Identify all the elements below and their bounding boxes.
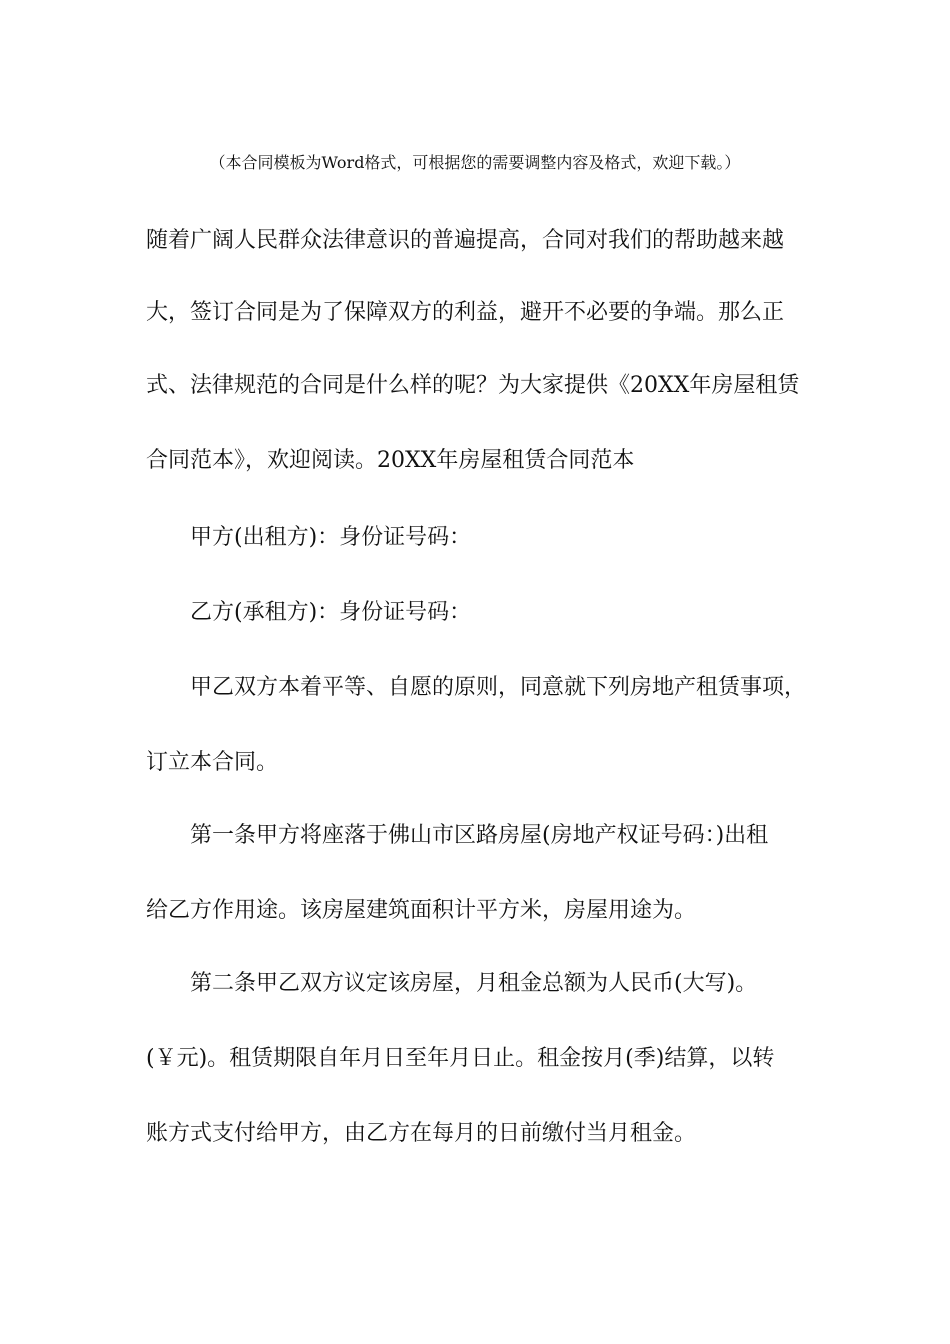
party-a-line: 甲方(出租方)：身份证号码： — [190, 525, 472, 550]
agreement-line-1: 甲乙双方本着平等、自愿的原则，同意就下列房地产租赁事项， — [190, 675, 807, 700]
article-two-line-1: 第二条甲乙双方议定该房屋，月租金总额为人民币(大写)。 — [190, 971, 758, 996]
article-two-line-3: 账方式支付给甲方，由乙方在每月的日前缴付当月租金。 — [146, 1121, 697, 1146]
article-two-line-2: (￥元)。租赁期限自年月日至年月日止。租金按月(季)结算，以转 — [146, 1046, 775, 1071]
party-b-line: 乙方(承租方)：身份证号码： — [190, 600, 472, 625]
intro-line-2: 大，签订合同是为了保障双方的利益，避开不必要的争端。那么正 — [146, 300, 785, 325]
article-one-line-1: 第一条甲方将座落于佛山市区路房屋(房地产权证号码：)出租 — [190, 823, 769, 848]
intro-line-4: 合同范本》，欢迎阅读。20XX年房屋租赁合同范本 — [146, 448, 635, 473]
intro-line-3: 式、法律规范的合同是什么样的呢？为大家提供《20XX年房屋租赁 — [146, 373, 800, 398]
agreement-line-2: 订立本合同。 — [146, 750, 279, 775]
intro-line-1: 随着广阔人民群众法律意识的普遍提高，合同对我们的帮助越来越 — [146, 228, 785, 253]
article-one-line-2: 给乙方作用途。该房屋建筑面积计平方米，房屋用途为。 — [146, 898, 697, 923]
template-note: （本合同模板为Word格式，可根据您的需要调整内容及格式，欢迎下载。） — [209, 153, 741, 172]
